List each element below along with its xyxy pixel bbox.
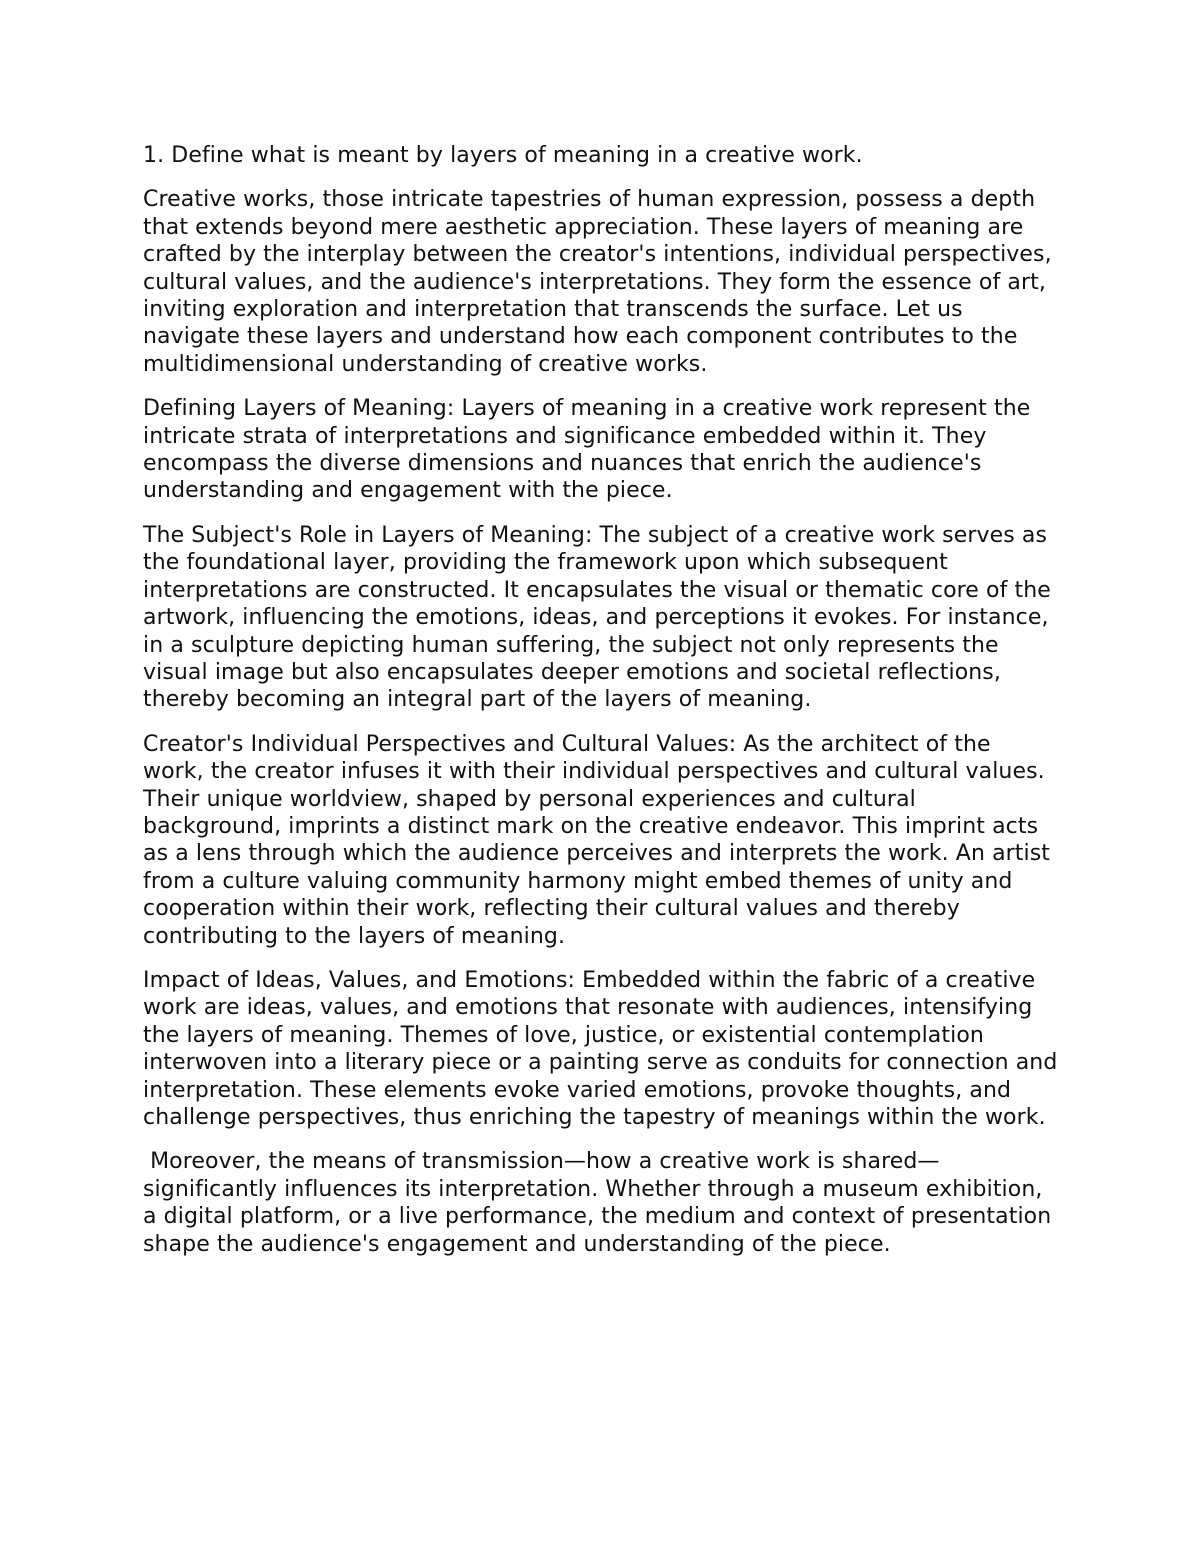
paragraph-ideas-values-emotions: Impact of Ideas, Values, and Emotions: Embedded within the fabric of a creative work are ideas, values, and emotions that resonate with audiences, intensifying the layers of meaning. Themes of love, justice, or existential contemplation interwoven into a literary piece or a painting serve as conduits for connection and interpretation. These elements evoke varied emotions, provoke thoughts, and challenge perspectives, thus enriching the tapestry of meanings within the work. (143, 967, 1058, 1130)
paragraph-subject-role: The Subject's Role in Layers of Meaning: The subject of a creative work serves as the foundational layer, providing the framework upon which subsequent interpretations are constructed. It encapsulates the visual or thematic core of the artwork, influencing the emotions, ideas, and perceptions it evokes. For instance, in a sculpture depicting human suffering, the subject not only represents the visual image but also encapsulates deeper emotions and societal reflections, thereby becoming an integral part of the layers of meaning. (143, 522, 1051, 713)
paragraph-creator-perspectives: Creator's Individual Perspectives and Cultural Values: As the architect of the work, the creator infuses it with their individual perspectives and cultural values. Their unique worldview, shaped by personal experiences and cultural background, imprints a distinct mark on the creative endeavor. This imprint acts as a lens through which the audience perceives and interprets the work. An artist from a culture valuing community harmony might embed themes of unity and cooperation within their work, reflecting their cultural values and thereby contributing to the layers of meaning. (143, 731, 1051, 949)
question-heading: 1. Define what is meant by layers of meaning in a creative work. (143, 143, 863, 168)
paragraph-defining-layers: Defining Layers of Meaning: Layers of meaning in a creative work represent the intricate strata of interpretations and significance embedded within it. They encompass the diverse dimensions and nuances that enrich the audience's understanding and engagement with the piece. (143, 396, 1031, 504)
paragraph-means-of-transmission: Moreover, the means of transmission—how a creative work is shared—significantly influences its interpretation. Whether through a museum exhibition, a digital platform, or a live performance, the medium and context of presentation shape the audience's engagement and understanding of the piece. (143, 1149, 1059, 1257)
document-body (143, 142, 1058, 1275)
paragraph-intro: Creative works, those intricate tapestries of human expression, possess a depth that extends beyond mere aesthetic appreciation. These layers of meaning are crafted by the interplay between the creator's intentions, individual perspectives, cultural values, and the audience's interpretations. They form the essence of art, inviting exploration and interpretation that transcends the surface. Let us navigate these layers and understand how each component contributes to the multidimensional understanding of creative works. (143, 187, 1052, 377)
